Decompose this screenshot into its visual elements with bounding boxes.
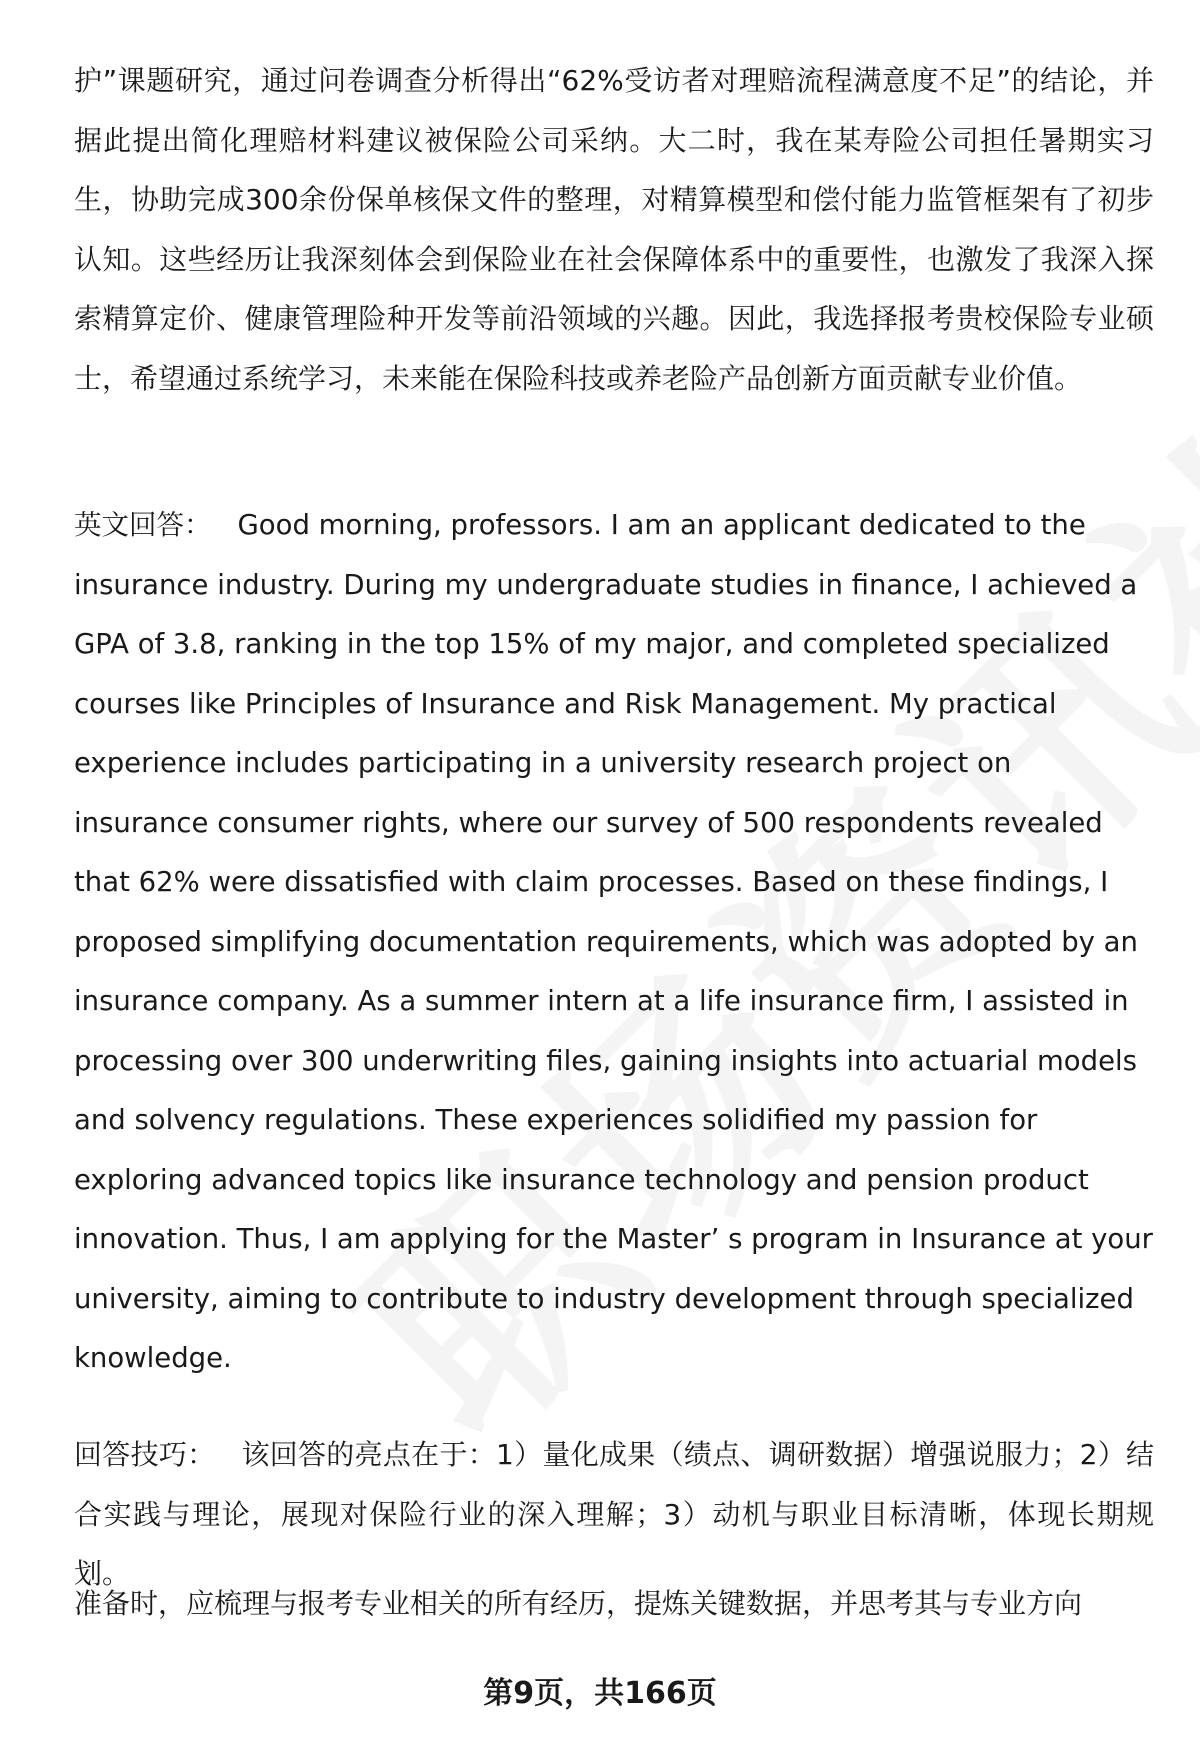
chinese-answer-text: 护”课题研究，通过问卷调查分析得出“62%受访者对理赔流程满意度不足”的结论，并据此提出简化理赔材料建议被保险公司采纳。大二时，我在某寿险公司担任暑期实习生，协助完成300余份保单核保文件的整理，对精算模型和偿付能力监管框架有了初步认知。这些经历让我深刻体会到保险业在社会保障体系中的重要性，也激发了我深入探索精算定价、健康管理险种开发等前沿领域的兴趣。因此，我选择报考贵校保险专业硕士，希望通过系统学习，未来能在保险科技或养老险产品创新方面贡献专业价值。 bbox=[74, 64, 1154, 395]
english-answer-label: 英文回答： bbox=[74, 509, 212, 541]
preparation-text: 准备时，应梳理与报考专业相关的所有经历，提炼关键数据，并思考其与专业方向 bbox=[74, 1587, 1083, 1620]
english-answer-text: Good morning, professors. I am an applicant dedicated to the insurance industry. During my undergraduate studies in finance, I achieved a GPA of 3.8, ranking in the top 15% of my major, and completed specialized courses like Principles of Insurance and Risk Management. My practical experience includes participating in a university research project on insurance consumer rights, where our survey of 500 respondents revealed that 62% were dissatisfied with claim processes. Based on these findings, I proposed simplifying documentation requirements, which was adopted by an insurance company. As a summer intern at a life insurance firm, I assisted in processing over 300 underwriting files, gaining insights into actuarial models and solvency regulations. These experiences solidified my passion for exploring advanced topics like insurance technology and pension product innovation. Thus, I am applying for the Master’ s program in Insurance at your university, aiming to contribute to industry development through specialized knowledge. bbox=[74, 509, 1153, 1374]
answer-tips-label: 回答技巧： bbox=[74, 1438, 216, 1471]
answer-tips-text: 该回答的亮点在于：1）量化成果（绩点、调研数据）增强说服力；2）结合实践与理论，展现对保险行业的深入理解；3）动机与职业目标清晰，体现长期规划。 bbox=[74, 1438, 1154, 1590]
preparation-paragraph bbox=[74, 1574, 1154, 1634]
chinese-answer-paragraph bbox=[74, 51, 1154, 408]
english-answer-section bbox=[74, 496, 1154, 1389]
page-number-footer: 第9页，共166页 bbox=[483, 1676, 717, 1711]
